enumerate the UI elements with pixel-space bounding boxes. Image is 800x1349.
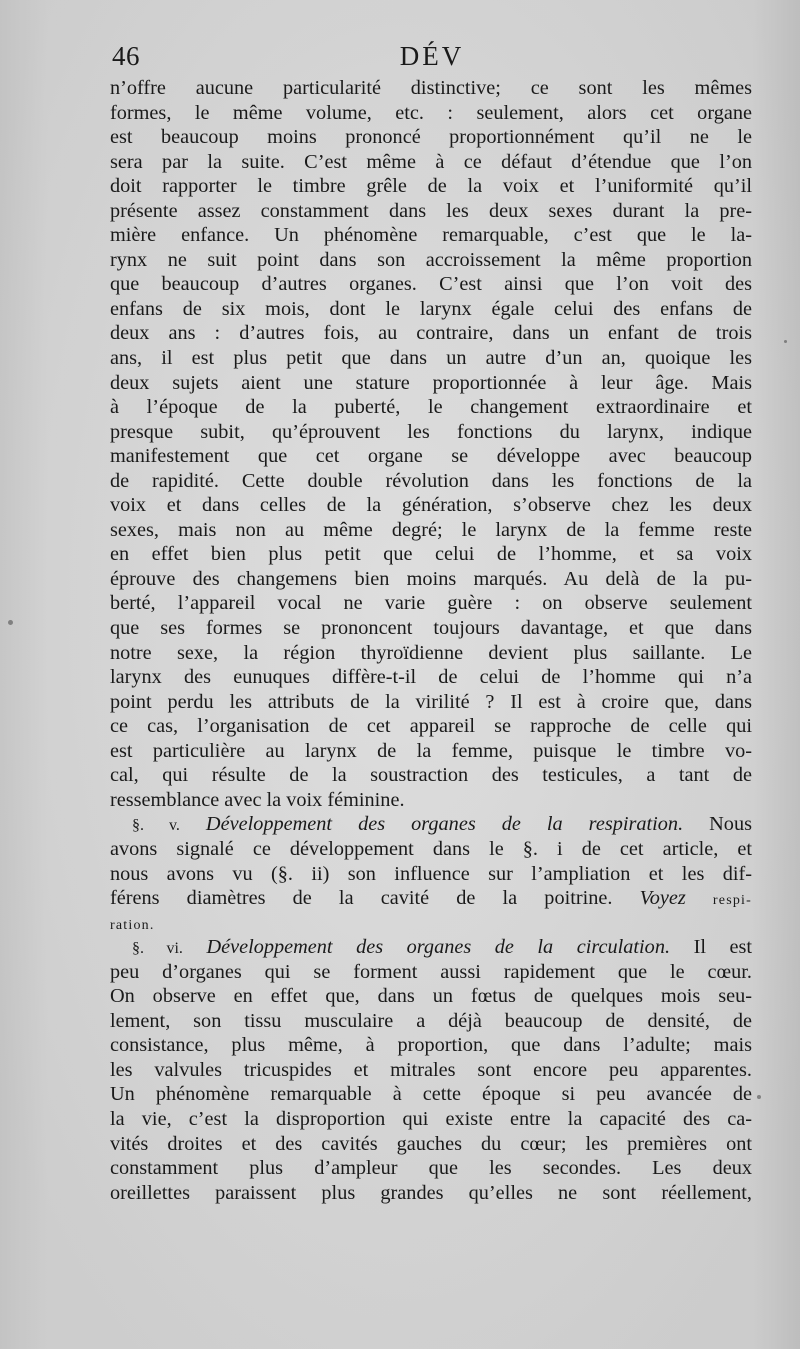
- text-line: Un phénomène remarquable à cette époque si peu avancée de: [110, 1083, 752, 1106]
- text-line: sera par la suite. C’est même à ce défaut d’étendue que l’on: [110, 150, 752, 173]
- text-line: présente assez constamment dans les deux sexes durant la pre-: [110, 199, 752, 222]
- text-line: rynx ne suit point dans son accroissement la même proportion: [110, 248, 752, 271]
- text-line: voix et dans celles de la génération, s’observe chez les deux: [110, 494, 752, 517]
- text-line: n’offre aucune particularité distinctive; ce sont les mêmes: [110, 77, 752, 99]
- text-line: les valvules tricuspides et mitrales sont encore peu apparentes.: [110, 1058, 752, 1081]
- section-5-title: Développement des organes de la respiration.: [205, 813, 684, 836]
- text-line: est beaucoup moins prononcé proportionnément qu’il ne le: [110, 126, 752, 149]
- text-line: lement, son tissu musculaire a déjà beaucoup de densité, de: [110, 1009, 752, 1032]
- section-6-heading-line: [110, 935, 752, 960]
- body-text: [110, 76, 752, 1205]
- text-line-crossref-end: [110, 911, 752, 936]
- section-6-mark: §. vi.: [132, 940, 183, 958]
- text-line: point perdu les attributs de la virilité ? Il est à croire que, dans: [110, 690, 752, 713]
- paper-speck: [8, 620, 13, 625]
- section-5-heading-line: [110, 812, 752, 837]
- text-line: mière enfance. Un phénomène remarquable, c’est que le la-: [110, 224, 752, 247]
- text-line: nous avons vu (§. ii) son influence sur l’ampliation et les dif-: [110, 862, 752, 885]
- text-line: consistance, plus même, à proportion, que dans l’adulte; mais: [110, 1034, 752, 1057]
- text-line: doit rapporter le timbre grêle de la voix et l’uniformité qu’il: [110, 175, 752, 198]
- text-line: berté, l’appareil vocal ne varie guère : on observe seulement: [110, 592, 752, 615]
- text-line: est particulière au larynx de la femme, puisque le timbre vo-: [110, 739, 752, 762]
- section-6-title: Développement des organes de la circulation.: [206, 936, 671, 959]
- text-line: que ses formes se prononcent toujours davantage, et que dans: [110, 617, 752, 640]
- text-line: enfans de six mois, dont le larynx égale celui des enfans de: [110, 297, 752, 320]
- text-line: sexes, mais non au même degré; le larynx de la femme reste: [110, 518, 752, 541]
- text-line: en effet bien plus petit que celui de l’homme, et sa voix: [110, 543, 752, 566]
- paper-speck: [757, 1095, 761, 1099]
- text-line: formes, le même volume, etc. : seulement, alors cet organe: [110, 101, 752, 124]
- text-line: la vie, c’est la disproportion qui existe entre la capacité des ca-: [110, 1107, 752, 1130]
- text-fragment: Il est: [693, 936, 752, 959]
- text-line: notre sexe, la région thyroïdienne devient plus saillante. Le: [110, 641, 752, 664]
- paper-speck: [784, 340, 787, 343]
- text-line: vités droites et des cavités gauches du cœur; les premières ont: [110, 1132, 752, 1155]
- crossref-voyez: Voyez: [639, 887, 686, 910]
- text-line: deux ans : d’autres fois, au contraire, dans un enfant de trois: [110, 322, 752, 345]
- text-line: manifestement que cet organe se développe avec beaucoup: [110, 445, 752, 468]
- text-line: ressemblance avec la voix féminine.: [110, 788, 405, 811]
- text-line: deux sujets aient une stature proportionnée à leur âge. Mais: [110, 371, 752, 394]
- text-line: éprouve des changemens bien moins marqués. Au delà de la pu-: [110, 567, 752, 590]
- text-fragment: férens diamètres de la cavité de la poitrine.: [110, 887, 613, 910]
- running-head: DÉV: [399, 41, 465, 71]
- text-line: à l’époque de la puberté, le changement extraordinaire et: [110, 396, 752, 419]
- crossref-target-end: ration.: [110, 917, 155, 933]
- text-fragment: Nous: [709, 813, 752, 836]
- text-line: ans, il est plus petit que dans un autre d’un an, quoique les: [110, 347, 752, 370]
- text-line: On observe en effet que, dans un fœtus de quelques mois seu-: [110, 985, 752, 1008]
- section-5-mark: §. v.: [132, 817, 180, 835]
- text-line: oreillettes paraissent plus grandes qu’elles ne sont réellement,: [110, 1181, 752, 1204]
- text-line: constamment plus d’ampleur que les secondes. Les deux: [110, 1157, 752, 1180]
- page-number: 46: [112, 41, 140, 71]
- text-line: cal, qui résulte de la soustraction des testicules, a tant de: [110, 764, 752, 787]
- text-line: larynx des eunuques diffère-t-il de celui de l’homme qui n’a: [110, 666, 752, 689]
- crossref-target: respi-: [712, 893, 752, 909]
- text-line: de rapidité. Cette double révolution dans les fonctions de la: [110, 469, 752, 492]
- text-line: ce cas, l’organisation de cet appareil se rapproche de celle qui: [110, 715, 752, 738]
- text-line-crossref: [110, 886, 752, 911]
- text-line: presque subit, qu’éprouvent les fonctions du larynx, indique: [110, 420, 752, 443]
- text-line: que beaucoup d’autres organes. C’est ainsi que l’on voit des: [110, 273, 752, 296]
- text-line: avons signalé ce développement dans le §. i de cet article, et: [110, 837, 752, 860]
- page-header: [112, 38, 752, 74]
- text-line: peu d’organes qui se forment aussi rapidement que le cœur.: [110, 960, 752, 983]
